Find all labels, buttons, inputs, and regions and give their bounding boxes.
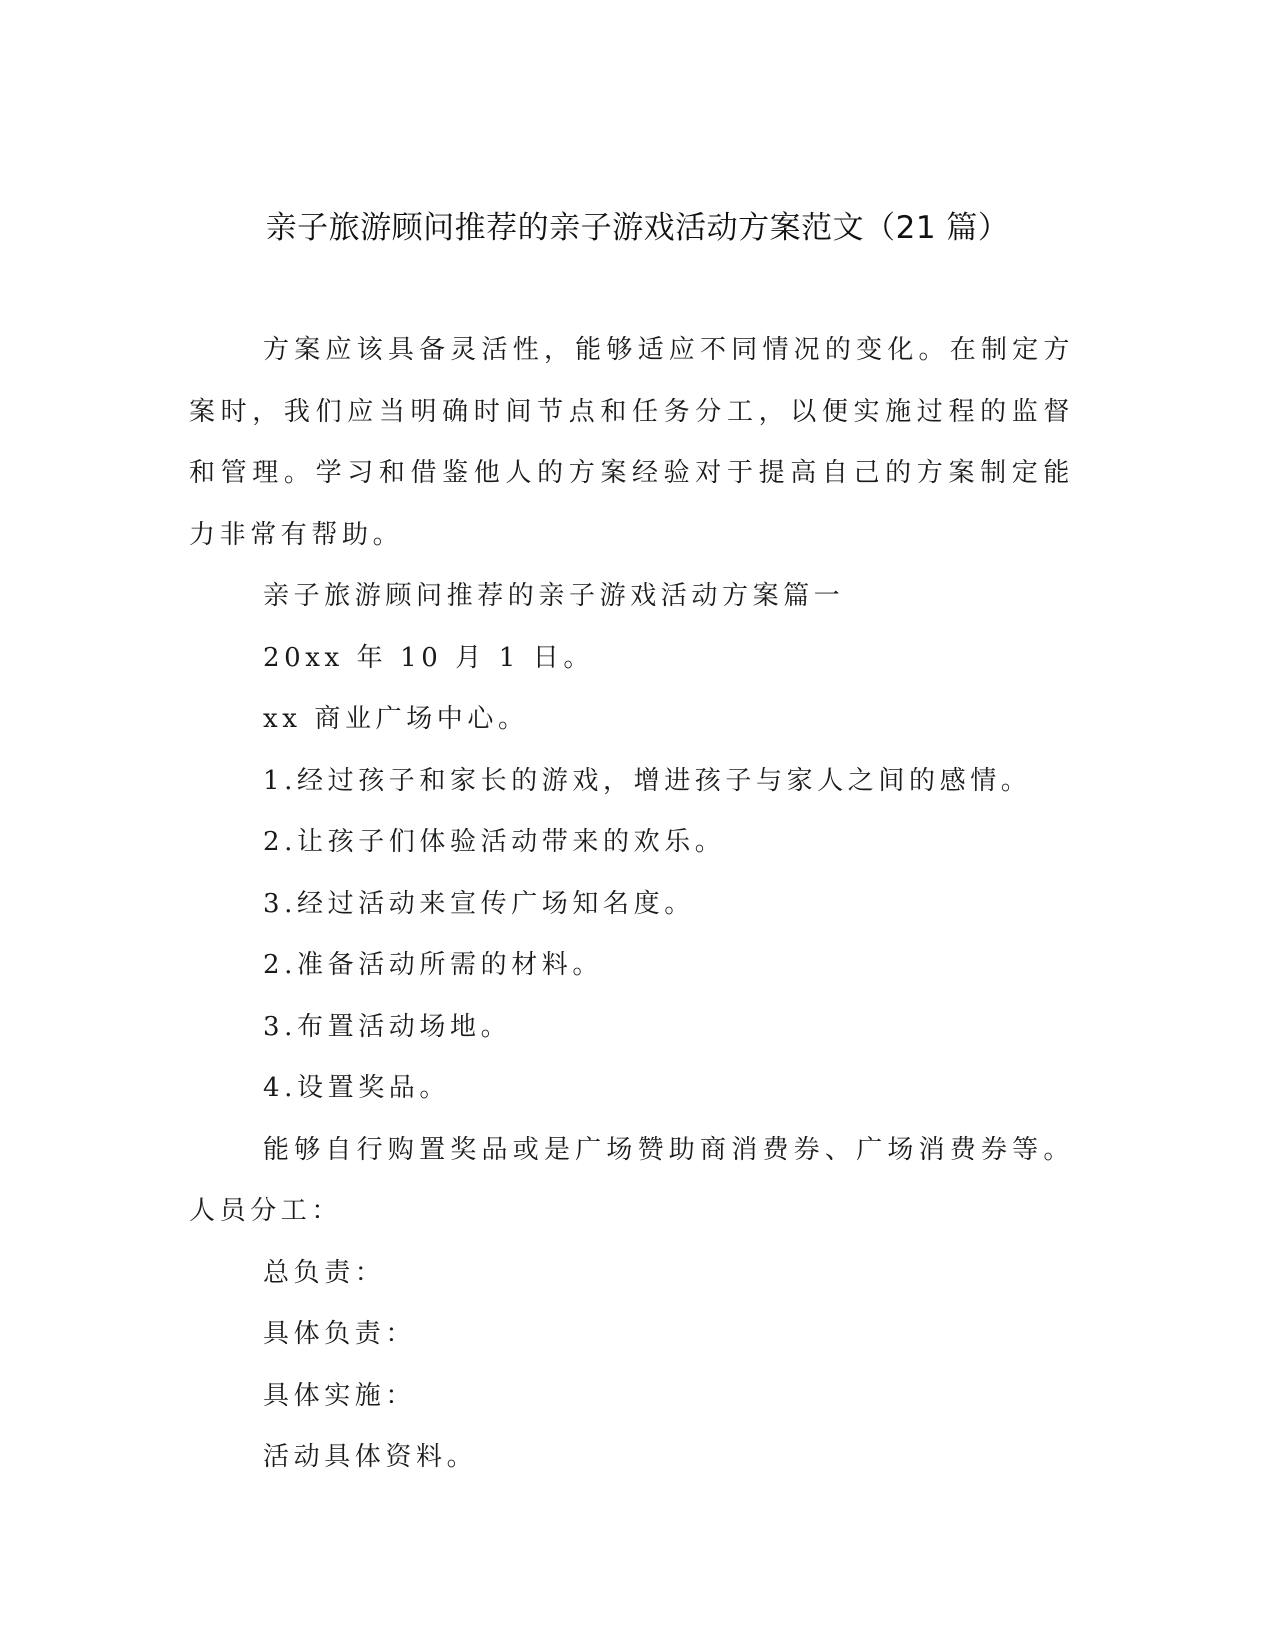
goal-item: 1.经过孩子和家长的游戏，增进孩子与家人之间的感情。 <box>263 765 1032 796</box>
preparation-item: 4.设置奖品。 <box>263 1073 451 1103</box>
date-line: 20xx 年 10 月 1 日。 <box>263 642 594 673</box>
staff-item: 具体负责： <box>263 1319 417 1349</box>
goal-item: 3.经过活动来宣传广场知名度。 <box>263 888 695 919</box>
location-line: xx 商业广场中心。 <box>263 704 529 734</box>
section-heading: 亲子旅游顾问推荐的亲子游戏活动方案篇一 <box>263 581 845 611</box>
staff-item: 具体实施： <box>263 1380 417 1411</box>
document-body <box>189 320 1074 1489</box>
intro-paragraph: 方案应该具备灵活性，能够适应不同情况的变化。在制定方案时，我们应当明确时间节点和任务分工，以便实施过程的监督和管理。学习和借鉴他人的方案经验对于提高自己的方案制定能力非常有帮助。 <box>189 335 1074 550</box>
goal-item: 2.让孩子们体验活动带来的欢乐。 <box>263 827 726 857</box>
closing-line: 活动具体资料。 <box>263 1442 478 1472</box>
preparation-item: 2.准备活动所需的材料。 <box>263 950 604 980</box>
staff-item: 总负责： <box>263 1257 386 1288</box>
document-title: 亲子旅游顾问推荐的亲子游戏活动方案范文（21 篇） <box>265 210 1010 246</box>
prize-note-paragraph: 能够自行购置奖品或是广场赞助商消费券、广场消费券等。人员分工： <box>189 1134 1074 1226</box>
preparation-item: 3.布置活动场地。 <box>263 1011 512 1042</box>
